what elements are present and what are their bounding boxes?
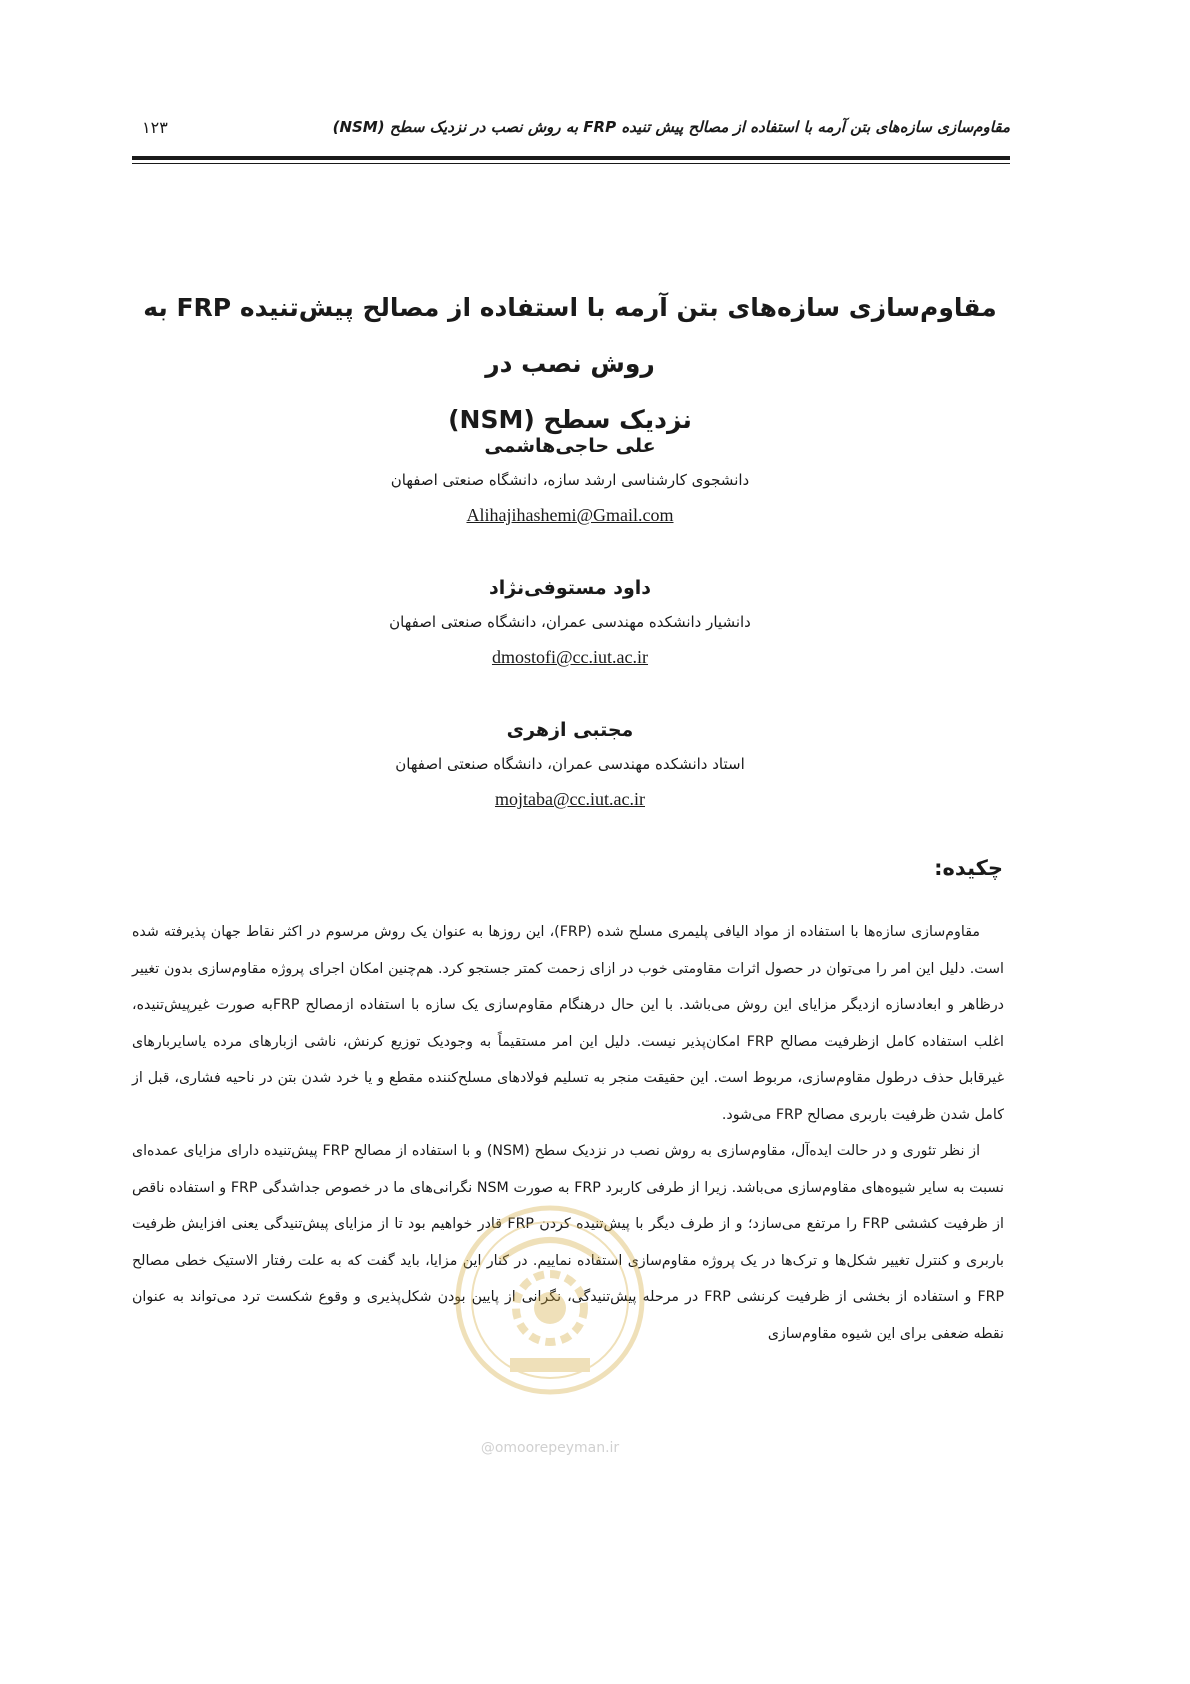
running-title: مقاوم‌سازی سازه‌های بتن آرمه با استفاده از مصالح پیش تنیده FRP به روش نصب در نزدیک سطح (NSM) [332, 118, 1010, 136]
abstract-heading: چکیده: [934, 856, 1003, 880]
abstract-paragraph-2: از نظر تئوری و در حالت ایده‌آل، مقاوم‌سازی به روش نصب در نزدیک سطح (NSM) و با استفاده از مصالح FRP پیش‌تنیده دارای مزایای عمده‌ای نسبت به سایر شیوه‌های مقاوم‌سازی می‌باشد. زیرا از طرفی کاربرد FRP به صورت NSM نگرانی‌های ما در خصوص جداشدگی FRP و استفاده ناقص از ظرفیت کششی FRP را مرتفع می‌سازد؛ و از طرف دیگر با پیش‌تنیده کردن FRP قادر خواهیم بود تا از مزایای پیش‌تنیدگی یعنی افزایش ظرفیت باربری و کنترل تغییر شکل‌ها و ترک‌ها در یک پروژه مقاوم‌سازی استفاده نماییم. در کنار این مزایا، باید گفت که به علت رفتار الاستیک خطی مصالح FRP و استفاده از بخشی از ظرفیت کرنشی FRP در مرحله پیش‌تنیدگی، نگرانی از پایین بودن شکل‌پذیری و وقوع شکست ترد می‌تواند به عنوان نقطه ضعفی برای این شیوه مقاوم‌سازی [132, 1143, 1005, 1342]
watermark-site: @omoorepeyman.ir [480, 1440, 620, 1456]
title-line-1: مقاوم‌سازی سازه‌های بتن آرمه با استفاده از مصالح پیش‌تنیده FRP به روش نصب در [143, 293, 997, 378]
author-block [300, 572, 840, 714]
author-block [300, 430, 840, 572]
author-list [300, 430, 840, 856]
header-rule-thin [132, 163, 1010, 164]
title-line-2: نزدیک سطح (NSM) [448, 405, 692, 434]
author-affiliation: دانشیار دانشکده مهندسی عمران، دانشگاه صنعتی اصفهان [389, 613, 751, 631]
author-affiliation: استاد دانشکده مهندسی عمران، دانشگاه صنعتی اصفهان [395, 755, 745, 773]
running-header [132, 118, 1010, 144]
watermark [440, 1190, 660, 1470]
author-email-link[interactable]: mojtaba@cc.iut.ac.ir [494, 789, 645, 809]
page-number: ۱۲۳ [142, 118, 168, 137]
abstract-paragraph-1: مقاوم‌سازی سازه‌ها با استفاده از مواد الیافی پلیمری مسلح شده (FRP)، این روزها به عنوان یک روش مرسوم در اکثر نقاط جهان پذیرفته شده است. دلیل این امر را می‌توان در حصول اثرات مقاومتی خوب در ازای زحمت کمتر جستجو کرد. هم‌چنین امکان اجرای پروژه مقاوم‌سازی بدون تغییر درظاهر و ابعادسازه ازدیگر مزایای این روش می‌باشد. با این حال درهنگام مقاوم‌سازی یک سازه با استفاده ازمصالح FRPبه صورت غیرپیش‌تنیده، اغلب استفاده کامل ازظرفیت مصالح FRP امکان‌پذیر نیست. دلیل این امر مستقیماً به وجودیک توزیع کرنش، ناشی ازبارهای مرده یاسایربارهای غیرقابل حذف درطول مقاوم‌سازی، مربوط است. این حقیقت منجر به تسلیم فولادهای مسلح‌کننده مقطع و یا خرد شدن بتن در ناحیه فشاری، قبل از کامل شدن ظرفیت باربری مصالح FRP می‌شود. [132, 924, 1004, 1123]
author-block [300, 714, 840, 856]
author-affiliation: دانشجوی کارشناسی ارشد سازه، دانشگاه صنعتی اصفهان [390, 471, 750, 489]
paper-title [130, 280, 1010, 448]
header-rule-thick [132, 156, 1010, 160]
author-name: مجتبی ازهری [506, 719, 634, 741]
author-email-link[interactable]: Alihajihashemi@Gmail.com [466, 505, 674, 525]
seal-logo-icon [440, 1190, 660, 1430]
author-name: داود مستوفی‌نژاد [488, 577, 652, 599]
author-email-link[interactable]: dmostofi@cc.iut.ac.ir [491, 647, 649, 667]
author-name: علی حاجی‌هاشمی [484, 435, 656, 457]
